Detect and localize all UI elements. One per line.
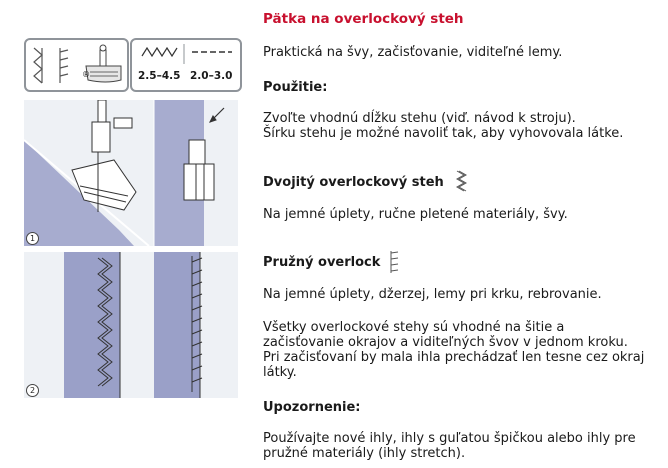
usage-line: Šírku stehu je možné navoliť tak, aby vyhovovala látke. [263, 126, 624, 141]
double-overlock-heading: Dvojitý overlockový steh [263, 175, 444, 190]
overlock-foot-icon [86, 45, 121, 82]
usage-line: Zvoľte vhodnú dĺžku stehu (viď. návod k stroju). [263, 111, 576, 126]
stitch-length-value: 2.0–3.0 [190, 70, 233, 82]
all-stitches-line: látky. [263, 365, 297, 380]
figure-2-number: 2 [26, 384, 39, 397]
stitch-foot-diagram [26, 40, 127, 90]
usage-heading: Použitie: [263, 80, 328, 95]
stretch-overlock-stitch-icon [388, 250, 400, 274]
page-title: Pätka na overlockový steh [263, 11, 464, 27]
warning-line: pružné materiály (ihly stretch). [263, 446, 466, 461]
stitch-foot-panel [24, 38, 129, 92]
double-overlock-text: Na jemné úplety, ručne pletené materiály, švy. [263, 207, 568, 222]
all-stitches-text [263, 320, 644, 380]
all-stitches-line: začisťovanie okrajov a viditeľných švov v jednom kroku. [263, 335, 628, 350]
stitch-width-value: 2.5–4.5 [138, 70, 181, 82]
figure-2-drawing [24, 252, 238, 398]
usage-text [263, 111, 623, 141]
figure-1-illustration [24, 100, 238, 246]
stretch-overlock-text: Na jemné úplety, džerzej, lemy pri krku, rebrovanie. [263, 287, 602, 302]
warning-line: Používajte nové ihly, ihly s guľatou špičkou alebo ihly pre [263, 431, 636, 446]
stitch-width-icon [142, 48, 177, 56]
all-stitches-line: Všetky overlockové stehy sú vhodné na šitie a [263, 320, 565, 335]
stretch-stitch-sample-icon [60, 48, 68, 83]
figure-1-number: 1 [26, 232, 39, 245]
intro-text: Praktická na švy, začisťovanie, viditeľné lemy. [263, 45, 563, 60]
figure-2-illustration [24, 252, 238, 398]
figure-1-drawing [24, 100, 238, 246]
double-overlock-stitch-icon [455, 170, 467, 192]
all-stitches-line: Pri začisťovaní by mala ihla prechádzať len tesne cez okraj [263, 350, 645, 365]
warning-text [263, 431, 636, 461]
stretch-overlock-heading: Pružný overlock [263, 255, 381, 270]
warning-heading: Upozornenie: [263, 400, 361, 415]
settings-icons [132, 40, 240, 64]
stitch-settings-panel [130, 38, 242, 92]
fabric-double-overlock [64, 252, 120, 398]
overlock-stitch-sample-icon [34, 48, 42, 83]
foot-registered-symbol: ® [82, 70, 90, 79]
